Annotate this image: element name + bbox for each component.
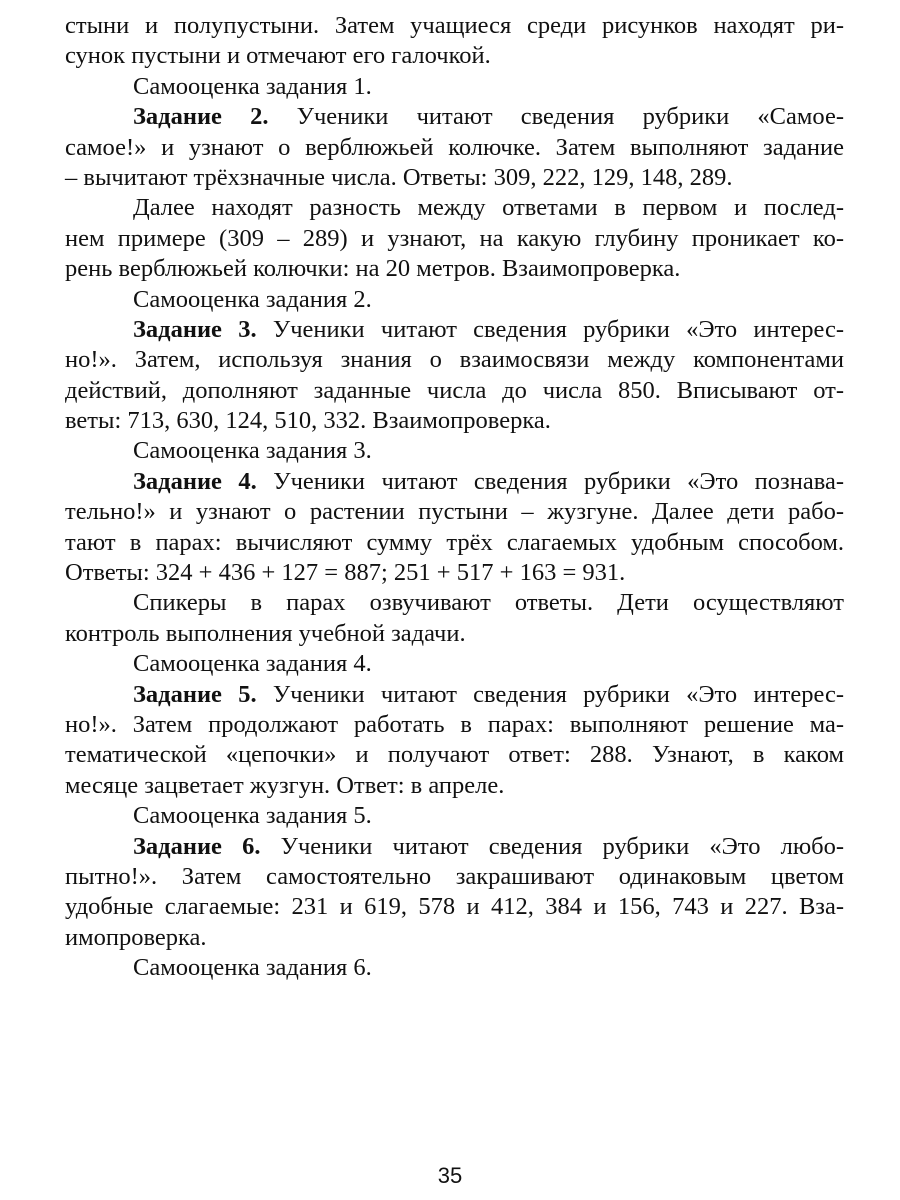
- text-line: [65, 862, 844, 892]
- text-line: [65, 588, 844, 618]
- line-text: Ученики читают сведения рубрики «Это познава-: [256, 467, 844, 495]
- text-line: [65, 832, 844, 862]
- text-line: [65, 619, 844, 649]
- text-line: [65, 193, 844, 223]
- line-text: Самооценка задания 4.: [133, 650, 372, 678]
- text-line: [65, 436, 844, 466]
- line-text: пытно!». Затем самостоятельно закрашивают одинаковым цветом: [65, 862, 844, 890]
- task-heading: Задание 5.: [133, 680, 257, 708]
- text-line: [65, 11, 844, 41]
- line-text: стыни и полупустыни. Затем учащиеся среди рисунков находят ри-: [65, 12, 844, 39]
- text-line: [65, 771, 844, 801]
- text-line: [65, 41, 844, 71]
- text-line: [65, 254, 844, 284]
- text-line: [65, 528, 844, 558]
- line-text: но!». Затем, используя знания о взаимосвязи между компонентами: [65, 346, 844, 374]
- line-text: рень верблюжьей колючки: на 20 метров. Взаимопроверка.: [65, 255, 681, 283]
- text-line: [65, 649, 844, 679]
- text-line: [65, 406, 844, 436]
- text-line: [65, 558, 844, 588]
- text-line: [65, 102, 844, 132]
- line-text: контроль выполнения учебной задачи.: [65, 619, 466, 647]
- text-line: [65, 953, 844, 983]
- task-heading: Задание 2.: [133, 103, 269, 131]
- line-text: Самооценка задания 2.: [133, 285, 372, 313]
- line-text: месяце зацветает жузгун. Ответ: в апреле.: [65, 771, 505, 799]
- line-text: удобные слагаемые: 231 и 619, 578 и 412, 384 и 156, 743 и 227. Вза-: [65, 893, 844, 921]
- text-line: [65, 133, 844, 163]
- line-text: Ученики читают сведения рубрики «Самое-: [268, 103, 844, 131]
- line-text: имопроверка.: [65, 923, 207, 951]
- text-line: [65, 163, 844, 193]
- text-line: [65, 710, 844, 740]
- text-line: [65, 740, 844, 770]
- task-heading: Задание 3.: [133, 315, 257, 343]
- text-line: [65, 497, 844, 527]
- task-heading: Задание 6.: [133, 832, 261, 860]
- text-line: [65, 285, 844, 315]
- line-text: тематической «цепочки» и получают ответ: 288. Узнают, в каком: [65, 741, 844, 769]
- line-text: Самооценка задания 5.: [133, 802, 372, 830]
- line-text: нем примере (309 – 289) и узнают, на какую глубину проникает ко-: [65, 224, 844, 252]
- line-text: Самооценка задания 3.: [133, 437, 372, 465]
- page-body-text: [65, 11, 844, 984]
- line-text: тельно!» и узнают о растении пустыни – жузгуне. Далее дети рабо-: [65, 498, 844, 526]
- text-line: [65, 801, 844, 831]
- line-text: сунок пустыни и отмечают его галочкой.: [65, 42, 491, 70]
- page-number: 35: [437, 1163, 463, 1188]
- line-text: тают в парах: вычисляют сумму трёх слагаемых удобным способом.: [65, 528, 844, 556]
- text-line: [65, 72, 844, 102]
- text-line: [65, 467, 844, 497]
- line-text: Самооценка задания 1.: [133, 72, 372, 100]
- text-line: [65, 376, 844, 406]
- line-text: Ученики читают сведения рубрики «Это интерес-: [256, 315, 844, 343]
- line-text: действий, дополняют заданные числа до числа 850. Вписывают от-: [65, 376, 844, 404]
- text-line: [65, 315, 844, 345]
- line-text: Далее находят разность между ответами в первом и послед-: [133, 194, 844, 222]
- line-text: самое!» и узнают о верблюжьей колючке. Затем выполняют задание: [65, 133, 844, 161]
- text-line: [65, 923, 844, 953]
- line-text: Ученики читают сведения рубрики «Это интерес-: [256, 680, 844, 708]
- line-text: Самооценка задания 6.: [133, 954, 372, 982]
- text-line: [65, 224, 844, 254]
- line-text: Ученики читают сведения рубрики «Это любо-: [260, 832, 844, 860]
- text-line: [65, 892, 844, 922]
- text-line: [65, 680, 844, 710]
- task-heading: Задание 4.: [133, 467, 257, 495]
- line-text: – вычитают трёхзначные числа. Ответы: 309, 222, 129, 148, 289.: [65, 163, 733, 191]
- line-text: Ответы: 324 + 436 + 127 = 887; 251 + 517 + 163 = 931.: [65, 559, 626, 587]
- line-text: веты: 713, 630, 124, 510, 332. Взаимопроверка.: [65, 407, 551, 435]
- line-text: но!». Затем продолжают работать в парах: выполняют решение ма-: [65, 710, 844, 738]
- text-line: [65, 345, 844, 375]
- line-text: Спикеры в парах озвучивают ответы. Дети осуществляют: [133, 589, 844, 617]
